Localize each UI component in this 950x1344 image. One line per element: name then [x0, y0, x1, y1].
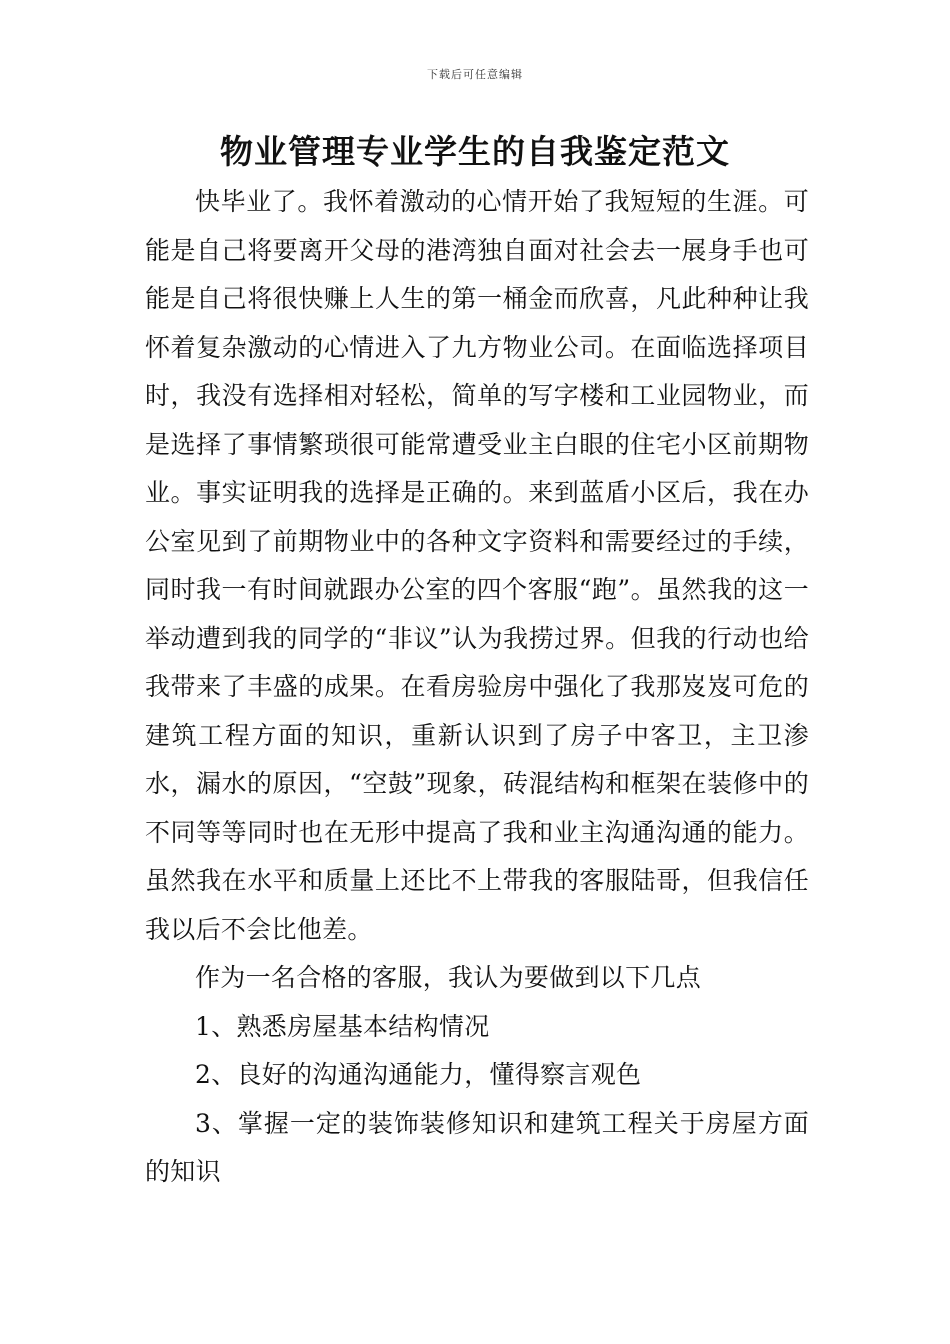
list-item: 3、掌握一定的装饰装修知识和建筑工程关于房屋方面的知识	[145, 1108, 809, 1186]
paragraph-intro: 快毕业了。我怀着激动的心情开始了我短短的生涯。可能是自己将要离开父母的港湾独自面对社会去一展身手也可能是自己将很快赚上人生的第一桶金而欣喜，凡此种种让我怀着复杂激动的心情进入了九方物业公司。在面临选择项目时，我没有选择相对轻松，简单的写字楼和工业园物业，而是选择了事情繁琐很可能常遭受业主白眼的住宅小区前期物业。事实证明我的选择是正确的。来到蓝盾小区后，我在办公室见到了前期物业中的各种文字资料和需要经过的手续，同时我一有时间就跟办公室的四个客服“跑”。虽然我的这一举动遭到我的同学的“非议”认为我捞过界。但我的行动也给我带来了丰盛的成果。在看房验房中强化了我那岌岌可危的建筑工程方面的知识，重新认识到了房子中客卫，主卫渗水，漏水的原因，“空鼓”现象，砖混结构和框架在装修中的不同等等同时也在无形中提高了我和业主沟通沟通的能力。虽然我在水平和质量上还比不上带我的客服陆哥，但我信任我以后不会比他差。	[145, 187, 809, 944]
list-item: 1、熟悉房屋基本结构情况	[195, 1011, 490, 1041]
paragraph-lead: 作为一名合格的客服，我认为要做到以下几点	[195, 963, 702, 992]
document-title: 物业管理专业学生的自我鉴定范文	[220, 132, 730, 171]
document-body	[145, 178, 809, 1197]
header-note: 下载后可任意编辑	[427, 68, 523, 81]
list-item: 2、良好的沟通沟通能力，懂得察言观色	[195, 1060, 642, 1089]
